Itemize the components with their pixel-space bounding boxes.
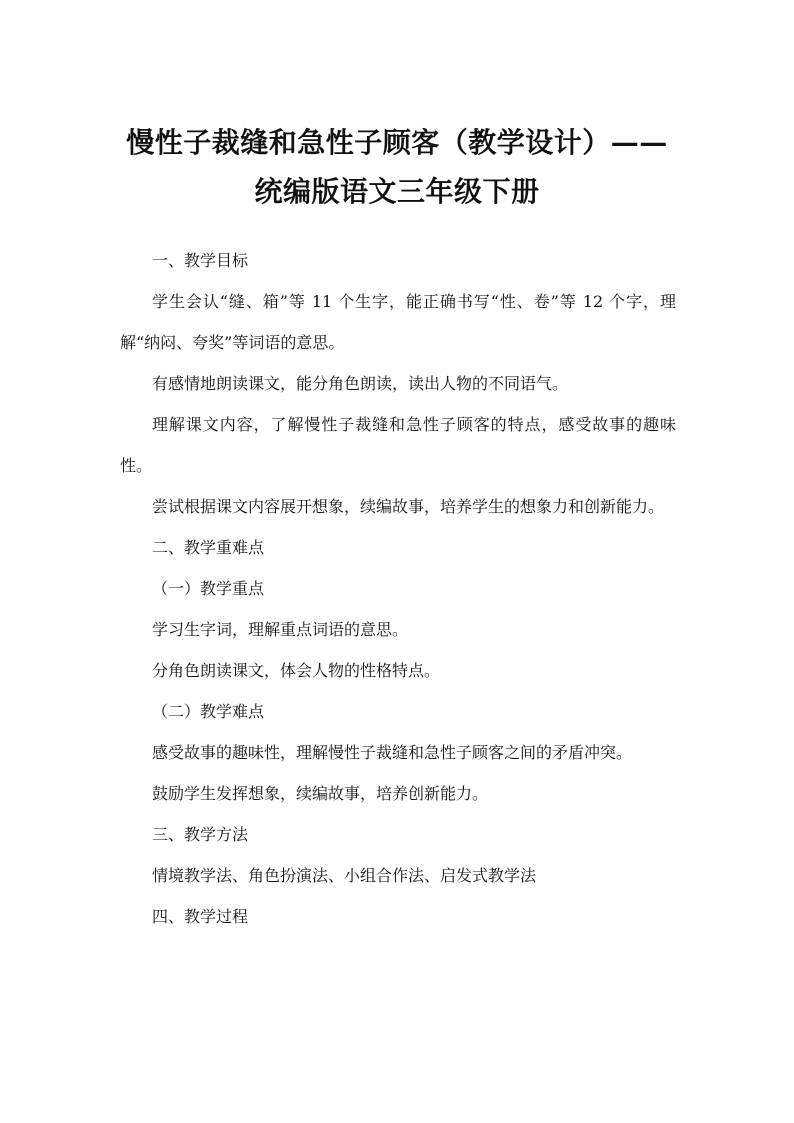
document-title-line-2: 统编版语文三年级下册 bbox=[254, 175, 540, 208]
difficult-point-paragraph: 鼓励学生发挥想象，续编故事，培养创新能力。 bbox=[152, 784, 489, 803]
methods-paragraph: 情境教学法、角色扮演法、小组合作法、启发式教学法 bbox=[152, 866, 537, 885]
goal-paragraph: 尝试根据课文内容展开想象，续编故事，培养学生的想象力和创新能力。 bbox=[152, 497, 665, 516]
difficult-point-paragraph: 感受故事的趣味性，理解慢性子裁缝和急性子顾客之间的矛盾冲突。 bbox=[152, 743, 633, 762]
heading-teaching-methods: 三、教学方法 bbox=[152, 825, 249, 844]
document-title-line-1: 慢性子裁缝和急性子顾客（教学设计）—— bbox=[126, 126, 668, 159]
subheading-difficult-points: （二）教学难点 bbox=[152, 702, 265, 721]
goal-paragraph: 理解课文内容，了解慢性子裁缝和急性子顾客的特点，感受故事的趣味性。 bbox=[120, 415, 676, 475]
heading-teaching-process: 四、教学过程 bbox=[152, 907, 249, 926]
heading-teaching-goals: 一、教学目标 bbox=[152, 251, 249, 270]
goal-paragraph: 有感情地朗读课文，能分角色朗读，读出人物的不同语气。 bbox=[152, 374, 569, 393]
key-point-paragraph: 分角色朗读课文，体会人物的性格特点。 bbox=[152, 661, 441, 680]
goal-paragraph: 学生会认“缝、箱”等 11 个生字，能正确书写“性、卷”等 12 个字，理解“纳闷、夸奖”等词语的意思。 bbox=[120, 292, 676, 352]
key-point-paragraph: 学习生字词，理解重点词语的意思。 bbox=[152, 620, 409, 639]
document-body bbox=[120, 240, 676, 937]
heading-key-difficult-points: 二、教学重难点 bbox=[152, 538, 265, 557]
subheading-key-points: （一）教学重点 bbox=[152, 579, 265, 598]
